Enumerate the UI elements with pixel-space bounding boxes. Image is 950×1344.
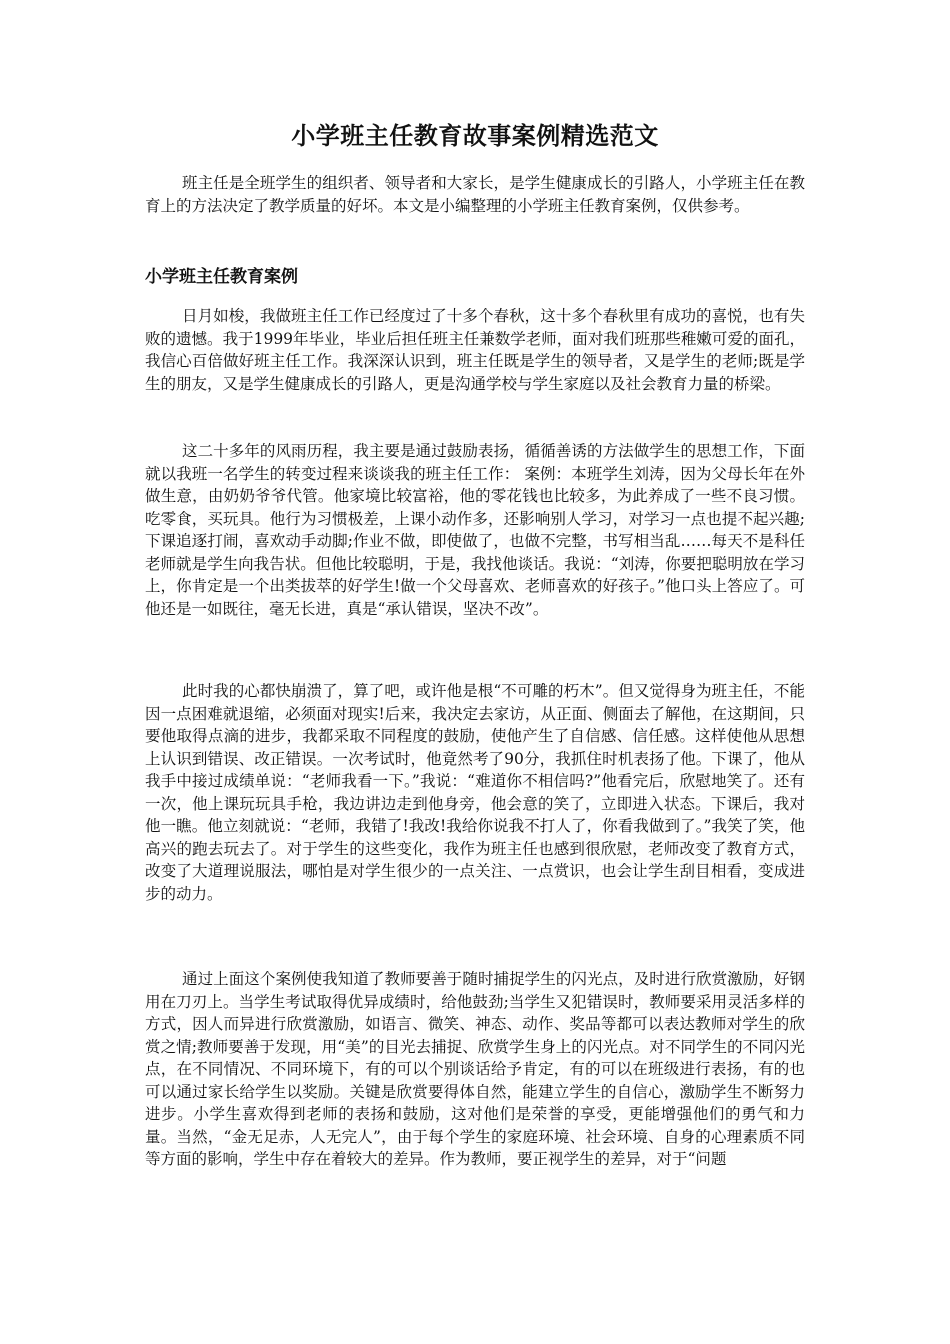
section-heading: 小学班主任教育案例 <box>145 267 298 287</box>
body-paragraph-4: 通过上面这个案例使我知道了教师要善于随时捕捉学生的闪光点，及时进行欣赏激励，好钢用在刀刃上。当学生考试取得优异成绩时，给他鼓劲;当学生又犯错误时，教师要采用灵活多样的方式，因人而异进行欣赏激励，如语言、微笑、神态、动作、奖品等都可以表达教师对学生的欣赏之情;教师要善于发现，用“美”的目光去捕捉、欣赏学生身上的闪光点。对不同学生的不同闪光点，在不同情况、不同环境下，有的可以个别谈话给予肯定，有的可以在班级进行表扬，有的也可以通过家长给学生以奖励。关键是欣赏要得体自然，能建立学生的自信心，激励学生不断努力进步。小学生喜欢得到老师的表扬和鼓励，这对他们是荣誉的享受，更能增强他们的勇气和力量。当然，“金无足赤，人无完人”，由于每个学生的家庭环境、社会环境、自身的心理素质不同等方面的影响，学生中存在着较大的差异。作为教师，要正视学生的差异，对于“问题 <box>145 970 805 1168</box>
body-paragraph-1: 日月如梭，我做班主任工作已经度过了十多个春秋，这十多个春秋里有成功的喜悦，也有失败的遗憾。我于1999年毕业，毕业后担任班主任兼数学老师，面对我们班那些稚嫩可爱的面孔，我信心百倍做好班主任工作。我深深认识到，班主任既是学生的领导者，又是学生的老师;既是学生的朋友，又是学生健康成长的引路人，更是沟通学校与学生家庭以及社会教育力量的桥梁。 <box>145 307 805 393</box>
body-paragraph-3: 此时我的心都快崩溃了，算了吧，或许他是根“不可雕的朽木”。但又觉得身为班主任，不能因一点困难就退缩，必须面对现实!后来，我决定去家访，从正面、侧面去了解他，在这期间，只要他取得点滴的进步，我都采取不同程度的鼓励，使他产生了自信感、信任感。这样使他从思想上认识到错误、改正错误。一次考试时，他竟然考了90分，我抓住时机表扬了他。下课了，他从我手中接过成绩单说：“老师我看一下。”我说：“难道你不相信吗?”他看完后，欣慰地笑了。还有一次，他上课玩玩具手枪，我边讲边走到他身旁，他会意的笑了，立即进入状态。下课后，我对他一瞧。他立刻就说：“老师，我错了!我改!我给你说我不打人了，你看我做到了。”我笑了笑，他高兴的跑去玩去了。对于学生的这些变化，我作为班主任也感到很欣慰，老师改变了教育方式，改变了大道理说服法，哪怕是对学生很少的一点关注、一点赏识，也会让学生刮目相看，变成进步的动力。 <box>145 682 805 903</box>
body-paragraph-2: 这二十多年的风雨历程，我主要是通过鼓励表扬，循循善诱的方法做学生的思想工作，下面就以我班一名学生的转变过程来谈谈我的班主任工作： 案例：本班学生刘涛，因为父母长年在外做生意，由奶奶爷爷代管。他家境比较富裕，他的零花钱也比较多，为此养成了一些不良习惯。吃零食，买玩具。他行为习惯极差，上课小动作多，还影响别人学习，对学习一点也提不起兴趣;下课追逐打闹，喜欢动手动脚;作业不做，即使做了，也做不完整，书写相当乱……每天不是科任老师就是学生向我告状。但他比较聪明，于是，我找他谈话。我说：“刘涛，你要把聪明放在学习上，你肯定是一个出类拔萃的好学生!做一个父母喜欢、老师喜欢的好孩子。”他口头上答应了。可他还是一如既往，毫无长进，真是“承认错误，坚决不改”。 <box>145 442 805 618</box>
document-title: 小学班主任教育故事案例精选范文 <box>291 121 659 150</box>
intro-paragraph: 班主任是全班学生的组织者、领导者和大家长，是学生健康成长的引路人，小学班主任在教育上的方法决定了教学质量的好坏。本文是小编整理的小学班主任教育案例，仅供参考。 <box>145 174 805 215</box>
